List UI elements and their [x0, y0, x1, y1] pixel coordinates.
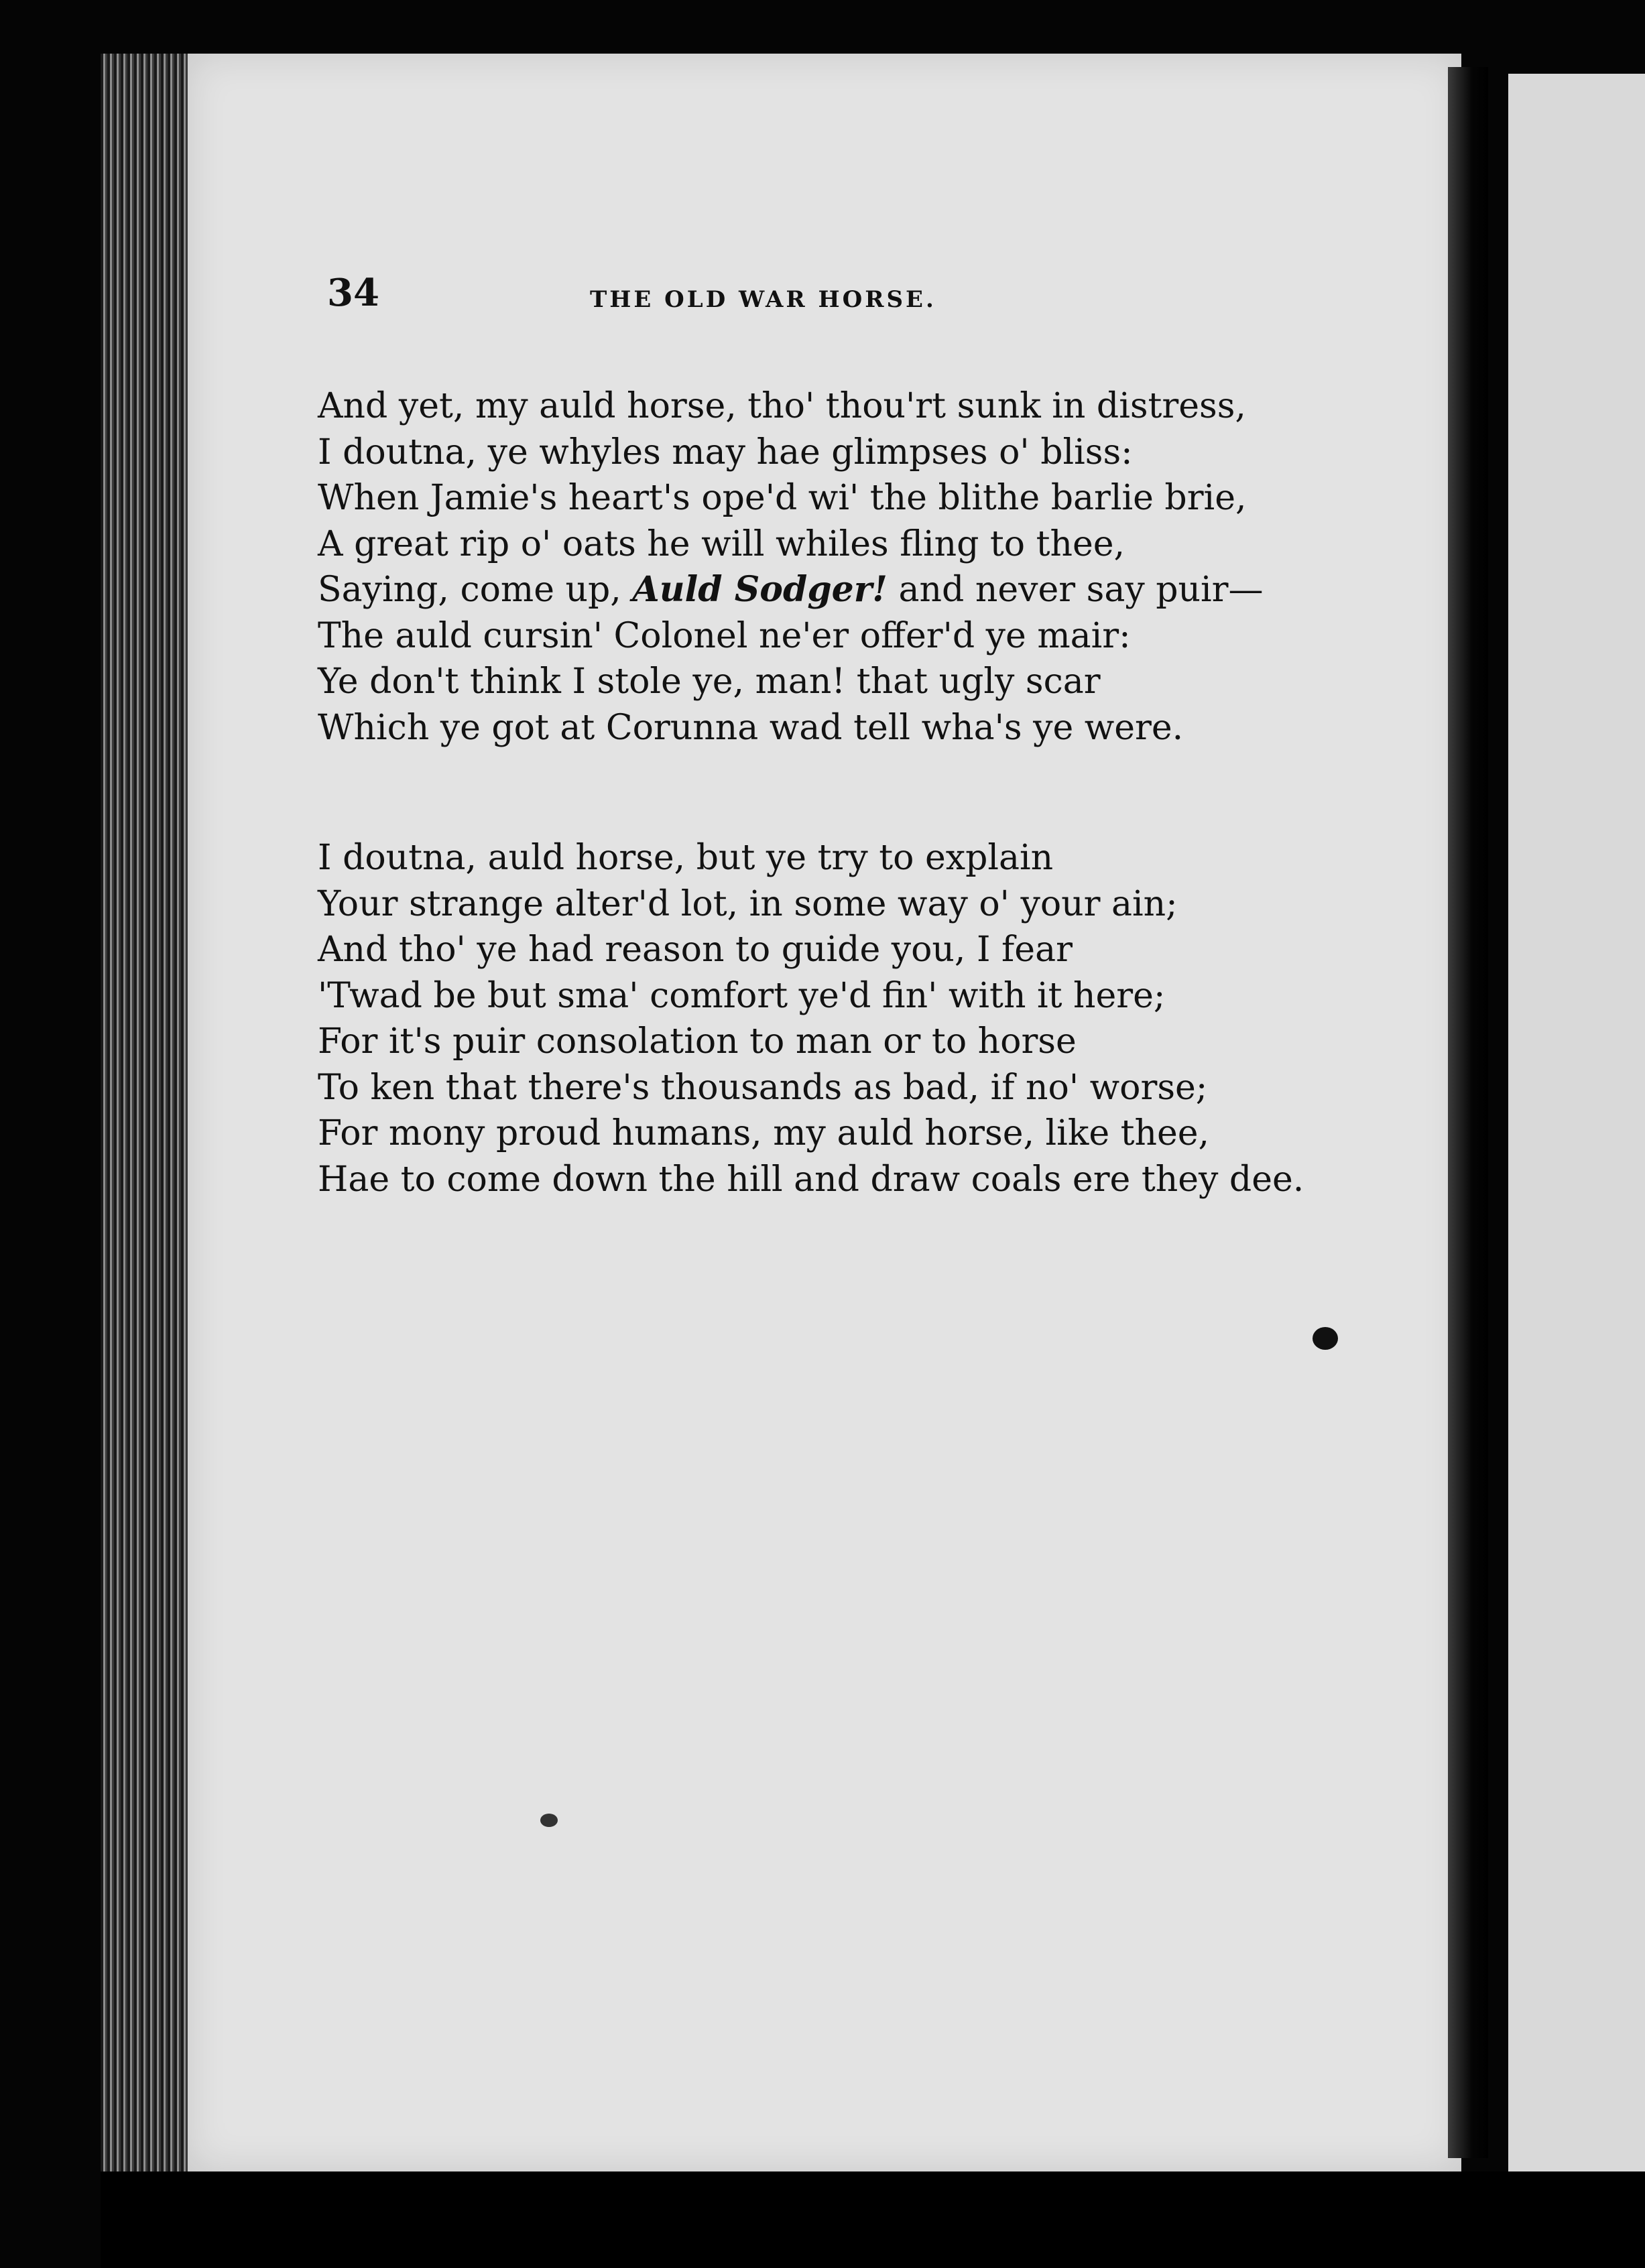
- verse-line: A great rip o' oats he will whiles fling to thee,: [318, 523, 1125, 564]
- verse-line: For mony proud humans, my auld horse, like thee,: [318, 1113, 1210, 1153]
- italic-phrase: Auld Sodger!: [632, 569, 888, 610]
- verse-line: For it's puir consolation to man or to horse: [318, 1021, 1077, 1062]
- verse-line: I doutna, ye whyles may hae glimpses o' bliss:: [318, 432, 1133, 472]
- verse-line: [318, 567, 1264, 613]
- verse-line: Your strange alter'd lot, in some way o' your ain;: [318, 883, 1178, 924]
- verse-line: I doutna, auld horse, but ye try to explain: [318, 838, 1054, 878]
- stanza-2: [318, 835, 1304, 1202]
- ink-blot: [1313, 1327, 1338, 1350]
- running-head: THE OLD WAR HORSE.: [590, 286, 936, 313]
- verse-line: And tho' ye had reason to guide you, I fear: [318, 930, 1073, 970]
- stanza-1: [318, 383, 1264, 751]
- verse-line: Ye don't think I stole ye, man! that ugly scar: [318, 662, 1101, 702]
- verse-line: Hae to come down the hill and draw coals ere they dee.: [318, 1159, 1304, 1200]
- page-number: 34: [327, 271, 379, 315]
- verse-line: When Jamie's heart's ope'd wi' the blithe barlie brie,: [318, 478, 1247, 518]
- gutter-shadow: [1448, 67, 1488, 2158]
- verse-line: And yet, my auld horse, tho' thou'rt sunk in distress,: [318, 386, 1246, 426]
- ink-blot: [540, 1814, 558, 1827]
- scan-bottom-border: [101, 2171, 1645, 2268]
- verse-line: 'Twad be but sma' comfort ye'd fin' with it here;: [318, 975, 1166, 1016]
- verse-line: The auld cursin' Colonel ne'er offer'd ye mair:: [318, 615, 1131, 656]
- verse-line: Which ye got at Corunna wad tell wha's ye were.: [318, 707, 1184, 748]
- verse-line: To ken that there's thousands as bad, if no' worse;: [318, 1067, 1208, 1108]
- verse-text: Saying, come up,: [318, 570, 633, 610]
- verse-text: and never say puir—: [888, 570, 1264, 610]
- page-edges: [101, 54, 194, 2171]
- facing-page-edge: [1508, 74, 1645, 2171]
